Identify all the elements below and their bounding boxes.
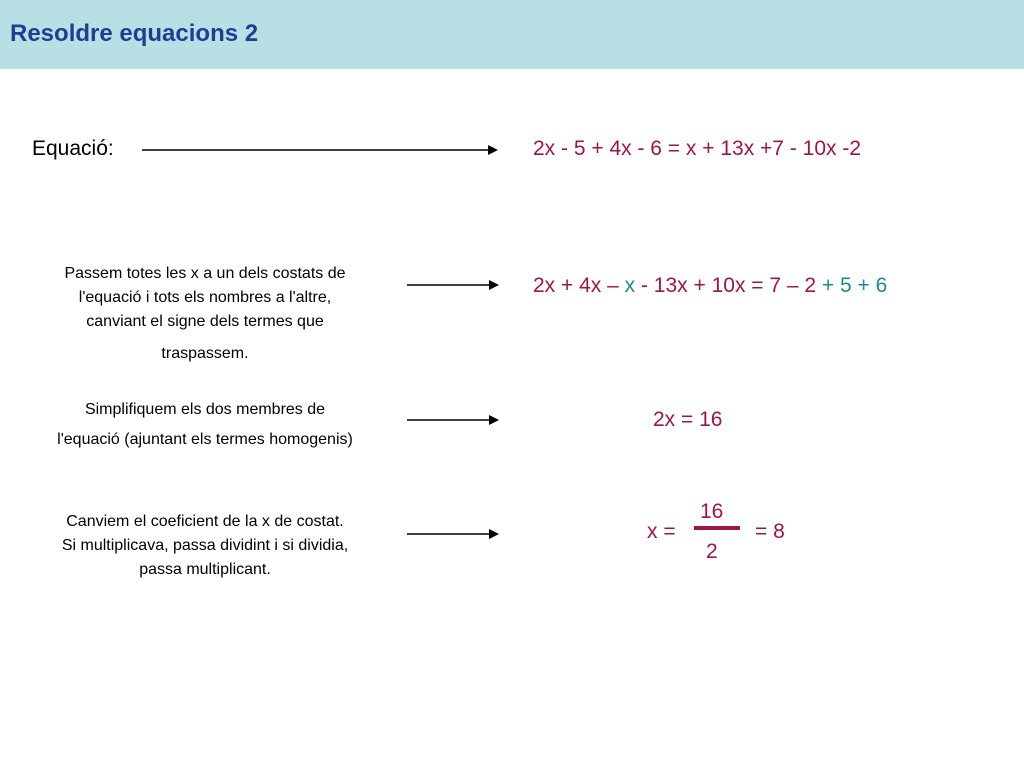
fraction-bar bbox=[694, 526, 740, 530]
equation-part: 7 – 2 bbox=[769, 274, 822, 297]
equation-label: Equació: bbox=[32, 137, 114, 160]
equation-part: + 5 + 6 bbox=[821, 274, 888, 297]
desc-line: traspassem. bbox=[161, 345, 249, 362]
desc-line: Canviem el coeficient de la x de costat. bbox=[66, 513, 344, 530]
desc-line: canviant el signe dels termes que bbox=[86, 313, 324, 330]
fraction-denominator: 2 bbox=[706, 540, 718, 563]
desc-line: Si multiplicava, passa dividint i si dividia, bbox=[61, 537, 349, 554]
desc-line: passa multiplicant. bbox=[139, 561, 271, 578]
fraction-numerator: 16 bbox=[700, 500, 724, 523]
transposed-equation bbox=[533, 274, 887, 298]
arrow-right-icon bbox=[140, 143, 500, 157]
equation-part: 2x + 4x – bbox=[533, 274, 625, 297]
original-equation: 2x - 5 + 4x - 6 = x + 13x +7 - 10x -2 bbox=[533, 137, 862, 160]
solution-rhs: = 8 bbox=[755, 520, 785, 543]
solution-lhs: x = bbox=[647, 520, 676, 543]
simplified-equation: 2x = 16 bbox=[653, 408, 723, 431]
arrow-right-icon bbox=[405, 278, 500, 292]
step-description-coefficient bbox=[20, 510, 390, 582]
desc-line: l'equació i tots els nombres a l'altre, bbox=[78, 289, 332, 306]
arrow-right-icon bbox=[405, 527, 500, 541]
step-description-transpose bbox=[20, 262, 390, 366]
header-bar bbox=[0, 0, 1024, 69]
desc-line: Simplifiquem els dos membres de bbox=[84, 401, 326, 418]
equation-part: x bbox=[624, 274, 636, 297]
step-description-simplify bbox=[20, 398, 390, 452]
page-title: Resoldre equacions 2 bbox=[10, 20, 259, 47]
arrow-right-icon bbox=[405, 413, 500, 427]
desc-line: Passem totes les x a un dels costats de bbox=[64, 265, 346, 282]
equation-part: - 13x + 10x = bbox=[635, 274, 770, 297]
desc-line: l'equació (ajuntant els termes homogenis) bbox=[57, 431, 353, 448]
